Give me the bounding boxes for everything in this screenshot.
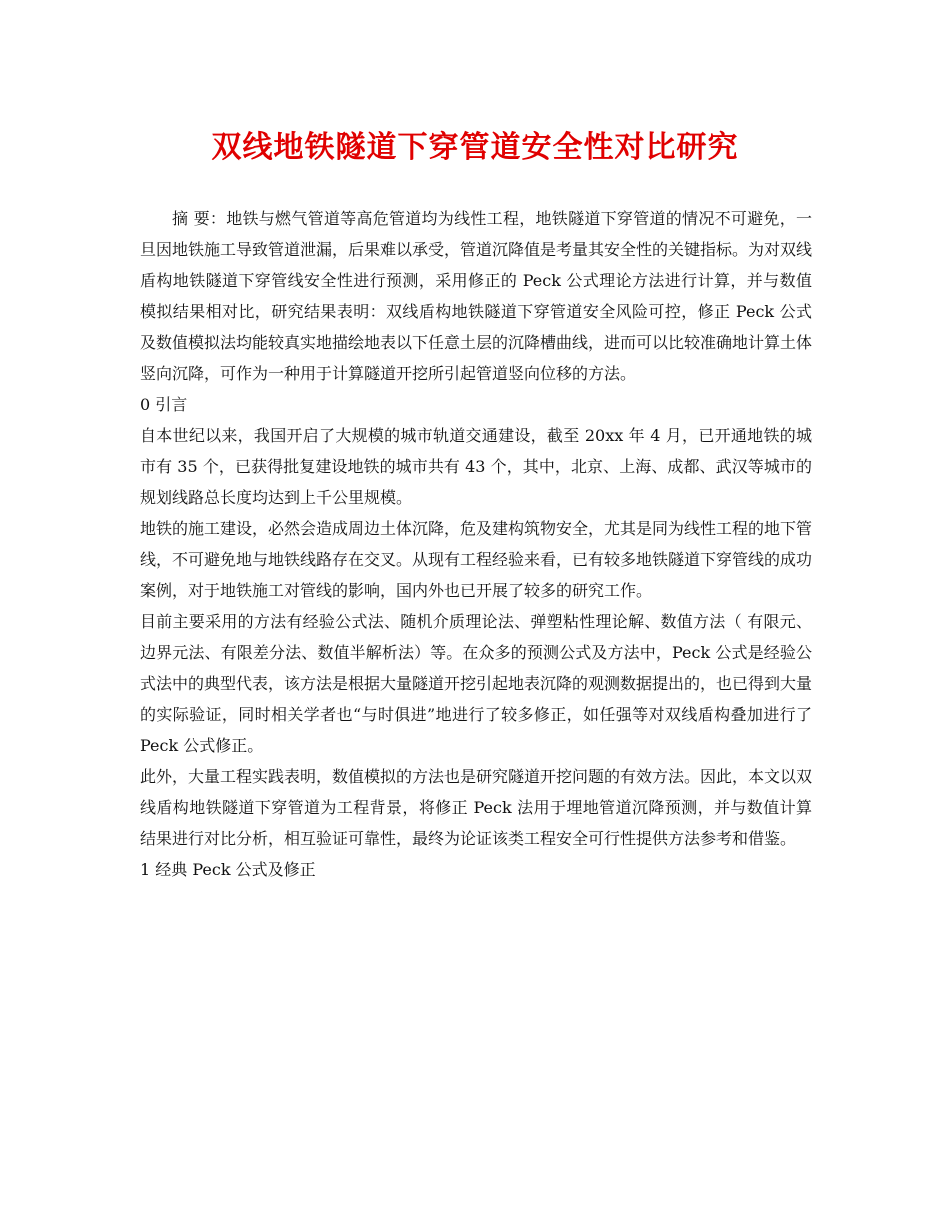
- body-paragraph: 此外，大量工程实践表明，数值模拟的方法也是研究隧道开挖问题的有效方法。因此，本文以双线盾构地铁隧道下穿管道为工程背景，将修正 Peck 法用于埋地管道沉降预测，并与数值计算结果进行对比分析，相互验证可靠性，最终为论证该类工程安全可行性提供方法参考和借鉴。: [140, 767, 813, 848]
- document-body: [140, 203, 812, 885]
- abstract-paragraph: 摘 要：地铁与燃气管道等高危管道均为线性工程，地铁隧道下穿管道的情况不可避免，一旦因地铁施工导致管道泄漏，后果难以承受，管道沉降值是考量其安全性的关键指标。为对双线盾构地铁隧道下穿管线安全性进行预测，采用修正的 Peck 公式理论方法进行计算，并与数值模拟结果相对比，研究结果表明：双线盾构地铁隧道下穿管道安全风险可控，修正 Peck 公式及数值模拟法均能较真实地描绘地表以下任意土层的沉降槽曲线，进而可以比较准确地计算土体竖向沉降，可作为一种用于计算隧道开挖所引起管道竖向位移的方法。: [140, 209, 813, 383]
- body-paragraph: 自本世纪以来，我国开启了大规模的城市轨道交通建设，截至 20xx 年 4 月，已开通地铁的城市有 35 个，已获得批复建设地铁的城市共有 43 个，其中，北京、上海、成都、武汉等城市的规划线路总长度均达到上千公里规模。: [140, 426, 812, 507]
- body-paragraph: 地铁的施工建设，必然会造成周边土体沉降，危及建构筑物安全，尤其是同为线性工程的地下管线，不可避免地与地铁线路存在交叉。从现有工程经验来看，已有较多地铁隧道下穿管线的成功案例，对于地铁施工对管线的影响，国内外也已开展了较多的研究工作。: [140, 519, 813, 600]
- document-title: 双线地铁隧道下穿管道安全性对比研究: [211, 130, 739, 165]
- section-heading-introduction: 0 引言: [140, 395, 188, 414]
- body-paragraph: 目前主要采用的方法有经验公式法、随机介质理论法、弹塑粘性理论解、数值方法（ 有限元、边界元法、有限差分法、数值半解析法）等。在众多的预测公式及方法中，Peck 公式是经验公式法中的典型代表，该方法是根据大量隧道开挖引起地表沉降的观测数据提出的，也已得到大量的实际验证，同时相关学者也“与时俱进”地进行了较多修正，如任强等对双线盾构叠加进行了Peck 公式修正。: [140, 612, 813, 755]
- section-heading-peck-formula: 1 经典 Peck 公式及修正: [140, 860, 316, 879]
